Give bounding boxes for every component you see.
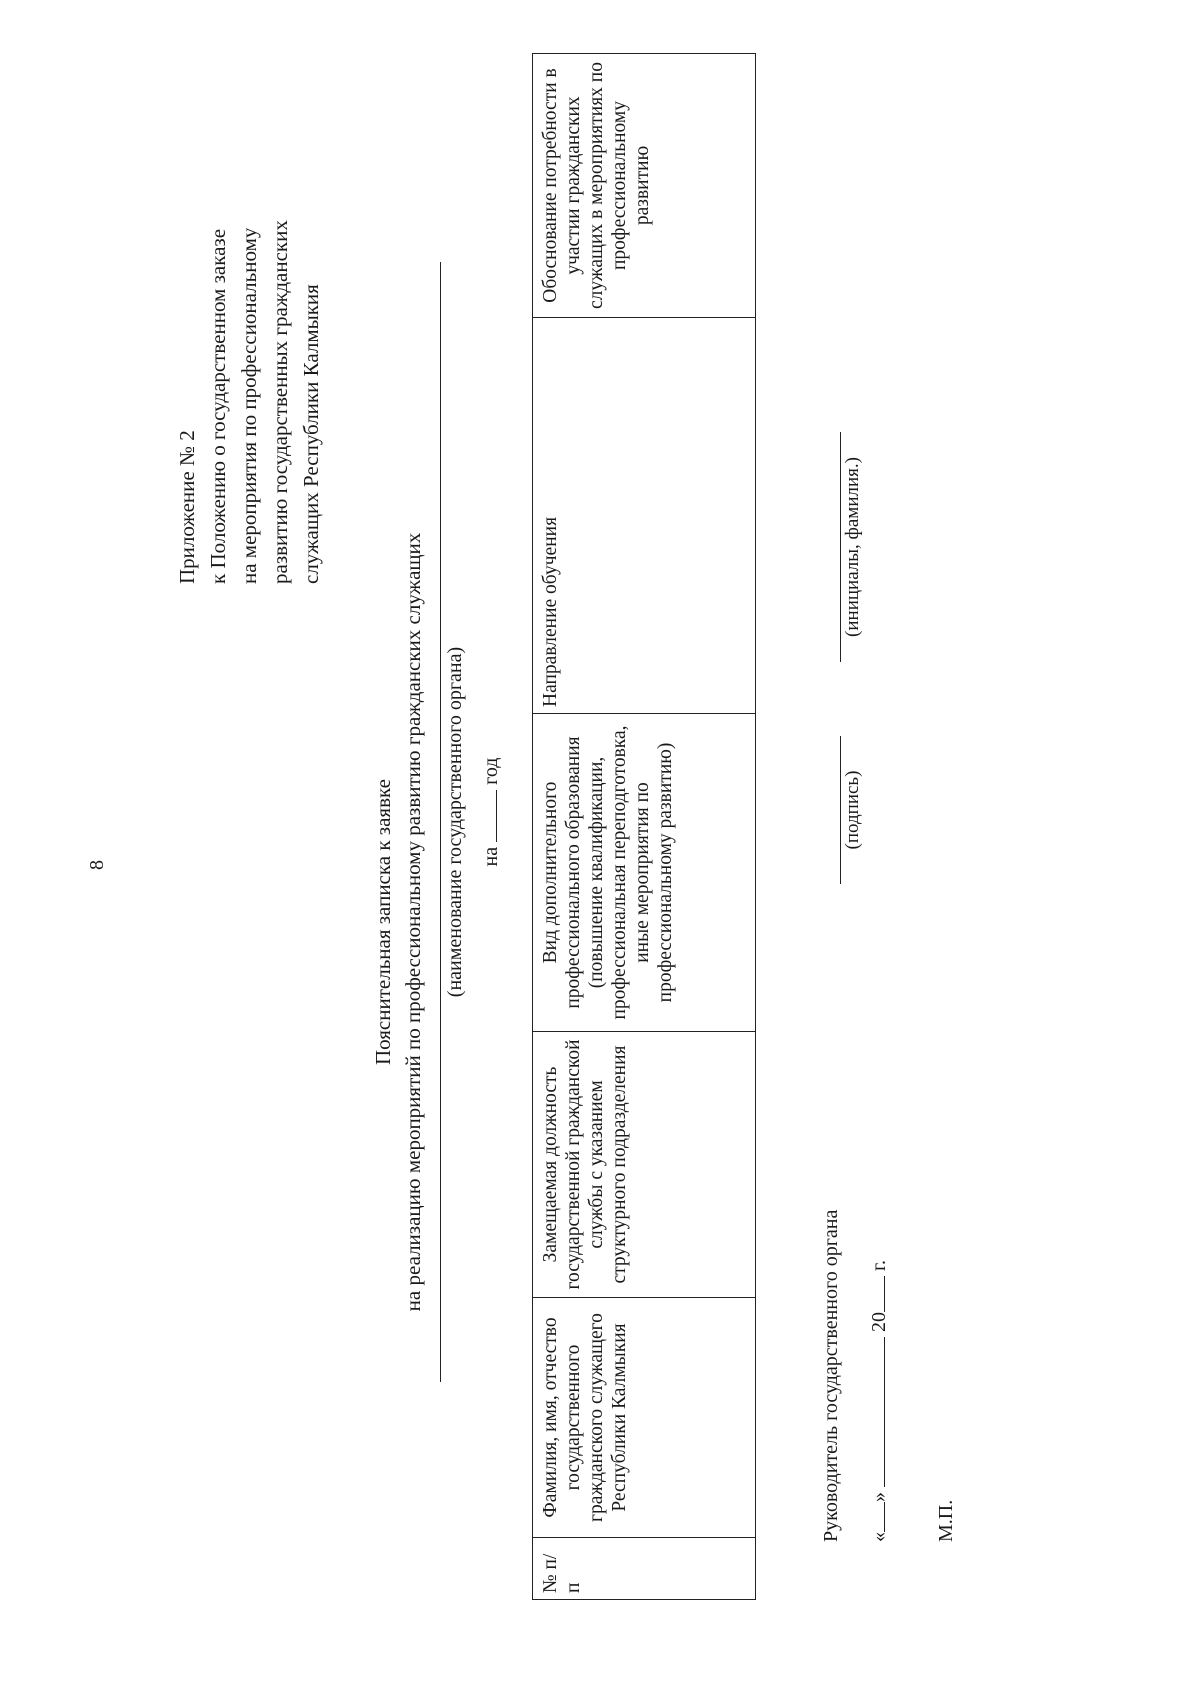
year-line — [478, 632, 503, 992]
date-open-quote: « — [868, 1532, 890, 1542]
signature-fill-line — [840, 736, 841, 884]
page-number: 8 — [86, 860, 108, 870]
appendix-line: развитию государственных гражданских — [268, 220, 292, 584]
date-century: 20 — [868, 1312, 890, 1332]
initials-fill-line — [840, 432, 841, 662]
request-table — [532, 53, 756, 1600]
year-blank — [478, 790, 497, 842]
year-digits-blank — [866, 1276, 885, 1312]
year-prefix: на — [480, 846, 502, 867]
column-header-education-type: Вид дополнительного профессионального образования (повышение квалификации, профессиональная переподготовка, иные мероприятия по профессиональному развитию) — [533, 714, 756, 1032]
column-header-number: № п/п — [533, 1538, 756, 1600]
appendix-line: Приложение № 2 — [175, 430, 199, 584]
head-of-organ-label: Руководитель государственного органа — [820, 1209, 842, 1542]
year-suffix: год — [480, 757, 502, 785]
date-close-quote: » — [868, 1492, 890, 1502]
column-header-justification: Обоснование потребности в участии гражданских служащих в мероприятиях по профессиональному развитию — [533, 54, 756, 318]
stamp-place: М.П. — [935, 1499, 957, 1542]
appendix-line: служащих Республики Калмыкия — [299, 284, 323, 584]
date-suffix: г. — [868, 1260, 890, 1271]
appendix-line: к Положению о государственном заказе — [206, 228, 230, 584]
initials-caption: (инициалы, фамилия.) — [842, 457, 863, 637]
org-name-caption: (наименование государственного органа) — [444, 646, 466, 998]
signature-caption: (подпись) — [842, 770, 863, 850]
appendix-line: на мероприятия по профессиональному — [237, 227, 261, 584]
date-line — [866, 1260, 891, 1542]
table-header-row — [533, 54, 756, 1600]
day-blank — [866, 1502, 885, 1532]
appendix-header — [172, 124, 327, 584]
document-title — [368, 352, 428, 1492]
title-line-1: Пояснительная записка к заявке — [371, 779, 395, 1065]
column-header-position: Замещаемая должность государственной гражданской службы с указанием структурного подразделения — [533, 1032, 756, 1298]
org-name-fill-line — [440, 262, 441, 1382]
column-header-full-name: Фамилия, имя, отчество государственного гражданского служащего Республики Калмыкия — [533, 1298, 756, 1538]
month-blank — [866, 1337, 885, 1487]
column-header-direction: Направление обучения — [533, 318, 756, 714]
title-line-2: на реализацию мероприятий по профессиональному развитию гражданских служащих — [401, 532, 425, 1312]
